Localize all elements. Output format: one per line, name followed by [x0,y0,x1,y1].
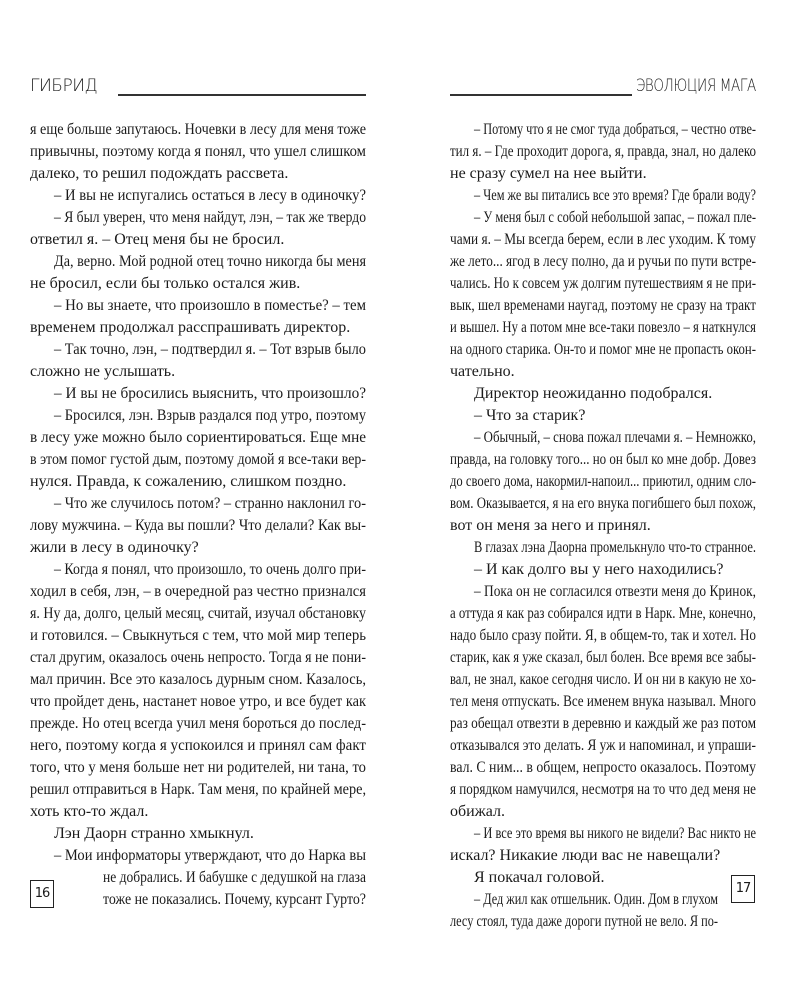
text-line-content: не сразу сумел на нее выйти. [450,165,647,182]
text-line-content: привычны, поэтому когда я понял, что ушел слишком [30,143,366,160]
text-line [54,823,366,845]
text-line [474,867,756,889]
text-line [54,559,366,581]
text-line-content: В глазах лэна Даорна промелькнуло что-то странное. [474,539,756,556]
text-line-content: вык, шел временами наугад, поэтому не сразу на тракт [450,297,756,314]
text-line-content: Да, верно. Мой родной отец точно никогда бы меня [54,253,367,270]
text-line [474,119,756,141]
text-line [30,229,366,251]
text-line [54,207,366,229]
text-line [103,889,366,911]
text-line [450,691,756,713]
text-line [450,779,756,801]
text-line [30,581,366,603]
text-line-content: – Когда я понял, что произошло, то очень долго при- [54,561,366,578]
text-line [54,845,366,867]
text-line [30,449,366,471]
text-line-content: лесу стоял, туда даже дороги путной не вело. Я по- [450,913,718,930]
text-line-content: хоть кто-то ждал. [30,803,149,820]
text-line [30,735,366,757]
text-line [54,493,366,515]
text-line-content: вал, не знал, какое сегодня число. И он ни в какую не хо- [450,671,756,688]
text-line [30,779,366,801]
text-line-content: и вышел. Ну а потом мне все-таки повезло – я наткнулся [450,319,756,336]
text-line [450,801,756,823]
text-line [30,625,366,647]
text-line [450,625,756,647]
text-line [54,251,366,273]
text-line [450,163,756,185]
text-line [450,845,756,867]
text-line [450,141,756,163]
text-line [30,515,366,537]
text-line [450,493,756,515]
text-line [30,647,366,669]
text-line-content: него, поэтому когда я успокоился и принял сам факт [30,737,367,754]
text-line [450,515,756,537]
text-line [30,273,366,295]
text-line [30,691,366,713]
text-line-content: мал причин. Все это казалось дурным сном. Казалось, [30,671,366,688]
text-line-content: – Чем же вы питались все это время? Где брали воду? [474,187,757,204]
text-line [450,911,718,933]
text-line-content: а оттуда я как раз собирался идти в Нарк. Мне, конечно, [450,605,756,622]
text-line-content: в этом помог густой дым, поэтому домой я все-таки вер- [30,451,367,468]
text-line [30,537,366,559]
text-line-content: что пройдет день, настанет новое утро, и все будет как [30,693,366,710]
text-line [450,735,756,757]
text-line-content: ходил в себя, лэн, – в очередной раз честно признался [30,583,367,600]
text-line [474,185,756,207]
running-title-right: ЭВОЛЮЦИЯ МАГА [636,76,756,96]
text-line [474,207,756,229]
text-line [30,669,366,691]
text-line-content: я еще больше запутаюсь. Ночевки в лесу для меня тоже [30,121,366,138]
text-line-content: я. Ну да, долго, целый месяц, считай, изучал обстановку [30,605,367,622]
text-line-content: – Но вы знаете, что произошло в поместье? – тем [54,297,366,314]
text-line-content: не бросил, если бы только остался жив. [30,275,301,292]
text-line-content: же лето... ягод в лесу полно, да и ручьи по пути встре- [450,253,757,270]
text-line [474,537,756,559]
text-line-content: – Мои информаторы утверждают, что до Нарка вы [54,847,366,864]
text-line-content: вом. Оказывается, я на его внука погибшего был похож, [450,495,757,512]
text-line-content: далеко, то решил подождать рассвета. [30,165,289,182]
text-line-content: – Бросился, лэн. Взрыв раздался под утро, поэтому [54,407,366,424]
text-line [450,251,756,273]
text-line-content: вал. С ним... в общем, непросто оказалось. Поэтому [450,759,756,776]
page-number-left: 16 [30,880,54,908]
text-line-content: искал? Никакие люди вас не навещали? [450,847,721,864]
text-line [54,185,366,207]
text-line-content: того, что у меня больше нет ни родителей, ни тана, то [30,759,367,776]
text-line-content: – Обычный, – снова пожал плечами я. – Немножко, [474,429,757,446]
text-line-content: правда, на головку того... но он был ко мне добр. Довез [450,451,756,468]
text-line-content: я порядком намучился, несмотря на то что дед меня не [450,781,756,798]
text-line-content: – И вы не бросились выяснить, что произошло? [54,385,367,402]
text-line [474,889,718,911]
text-line-content: решил отправиться в Нарк. Там меня, по крайней мере, [30,781,367,798]
text-line [30,361,366,383]
text-line [30,119,366,141]
text-line [450,295,756,317]
text-line [450,603,756,625]
text-line-content: чались. Но к совсем уж долгим путешествиям я не при- [450,275,756,292]
header-rule-right [450,94,632,96]
text-line [54,339,366,361]
text-line [450,669,756,691]
text-line-content: стал другим, оказалось очень непросто. Тогда я не пони- [30,649,367,666]
text-line [450,229,756,251]
text-line-content: на одного старика. Он-то и помог мне не пропасть окон- [450,341,756,358]
text-line [450,647,756,669]
text-line [54,383,366,405]
text-line [30,471,366,493]
text-line-content: тоже не показались. Почему, курсант Гурто? [103,891,366,908]
text-line [474,559,756,581]
text-line-content: – Пока он не согласился отвезти меня до Кринок, [474,583,757,600]
text-line [450,449,756,471]
text-line-content: Директор неожиданно подобрался. [474,385,713,402]
text-line [450,713,756,735]
text-line-content: тил я. – Где проходит дорога, я, правда, знал, но далеко [450,143,757,160]
text-line [54,295,366,317]
header-rule-left [118,94,366,96]
text-line-content: – Что за старик? [474,407,586,424]
text-line [450,317,756,339]
text-line [30,427,366,449]
text-line [450,471,756,493]
text-line [30,603,366,625]
text-line-content: Лэн Даорн странно хмыкнул. [54,825,254,842]
text-line-content: Я покачал головой. [474,869,605,886]
text-line-content: жили в лесу в одиночку? [30,539,199,556]
text-line-content: – И все это время вы никого не видели? Вас никто не [474,825,757,842]
text-line-content: – И вы не испугались остаться в лесу в одиночку? [54,187,366,204]
text-line-content: ответил я. – Отец меня бы не бросил. [30,231,285,248]
running-title-left: ГИБРИД [30,76,98,96]
text-line-content: – Дед жил как отшельник. Один. Дом в глухом [474,891,719,908]
text-line-content: не добрались. И бабушке с дедушкой на глаза [103,869,367,886]
text-line-content: тел меня отпускать. Все именем внука называл. Много [450,693,756,710]
text-line [30,757,366,779]
text-line [474,427,756,449]
text-line [450,339,756,361]
text-line-content: – Так точно, лэн, – подтвердил я. – Тот взрыв было [54,341,366,358]
text-line-content: лову мужчина. – Куда вы пошли? Что делали? Как вы- [30,517,366,534]
text-line [30,163,366,185]
text-line [30,713,366,735]
text-line-content: – Я был уверен, что меня найдут, лэн, – так же твердо [54,209,367,226]
text-line [450,273,756,295]
text-line [474,405,756,427]
text-line-content: в лесу уже можно было сориентироваться. Еще мне [30,429,366,446]
text-line [474,383,756,405]
text-line-content: старик, как я уже сказал, был болен. Все время все забы- [450,649,756,666]
text-line [30,801,366,823]
text-line-content: – Что же случилось потом? – странно наклонил го- [54,495,366,512]
text-line [103,867,366,889]
text-line-content: обижал. [450,803,505,820]
text-line [474,823,756,845]
text-line [474,581,756,603]
text-line-content: – У меня был с собой небольшой запас, – пожал пле- [474,209,757,226]
page-number-right: 17 [731,875,755,903]
text-line-content: отказывался это делать. Я уж и напоминал, и упраши- [450,737,756,754]
text-line-content: нулся. Правда, к сожалению, слишком поздно. [30,473,347,490]
text-line-content: прежде. Но отец всегда учил меня бороться до послед- [30,715,367,732]
text-line-content: сложно не услышать. [30,363,176,380]
text-line-content: чательно. [450,363,515,380]
text-line-content: вот он меня за него и принял. [450,517,651,534]
text-line-content: до своего дома, накормил-напоил... приютил, одним сло- [450,473,757,490]
text-line [450,361,756,383]
text-line-content: – Потому что я не смог туда добраться, – честно отве- [474,121,757,138]
text-line-content: раз обещал отвезти в деревню и каждый же раз потом [450,715,757,732]
text-line-content: надо было сразу пойти. Я, в общем-то, так и хотел. Но [450,627,757,644]
text-line [30,141,366,163]
text-line [450,757,756,779]
text-line-content: чами я. – Мы всегда берем, если в лес уходим. К тому [450,231,757,248]
text-line [54,405,366,427]
text-line-content: и готовился. – Свыкнуться с тем, что мой мир теперь [30,627,367,644]
text-line-content: – И как долго вы у него находились? [474,561,724,578]
text-line-content: временем продолжал расспрашивать директор. [30,319,351,336]
text-line [30,317,366,339]
